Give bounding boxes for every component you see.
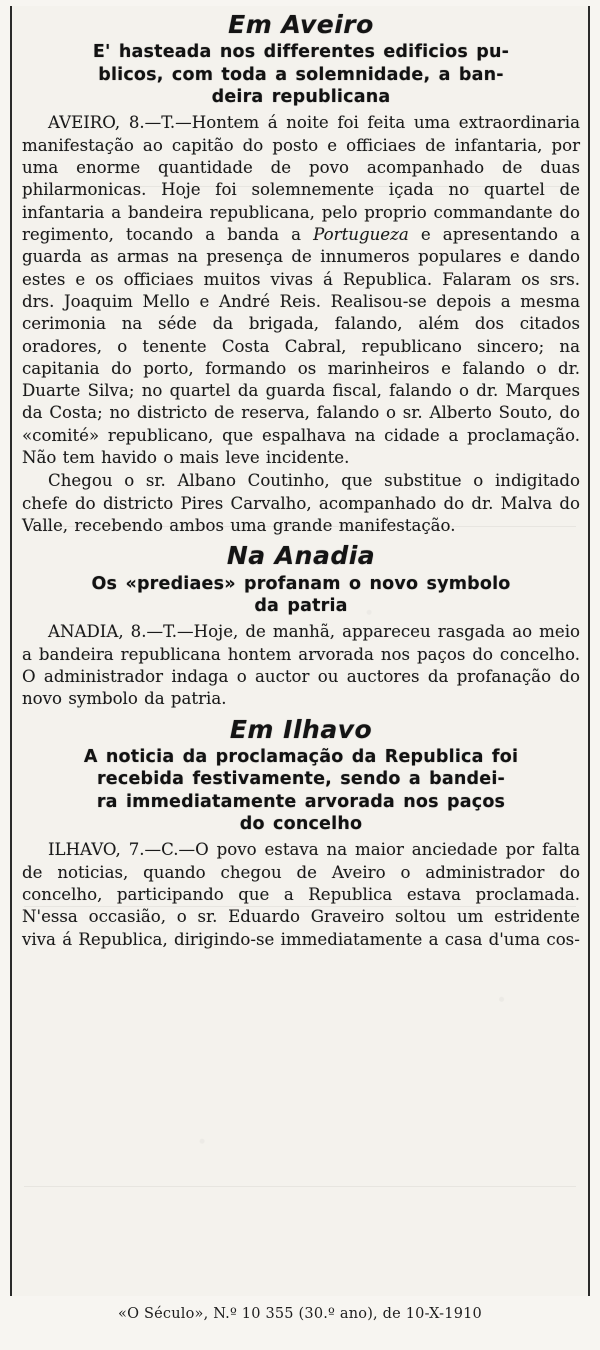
subhead-line: Os «prediaes» profanam o novo symbolo — [91, 573, 511, 594]
newspaper-clipping — [10, 6, 590, 1296]
paragraph: ANADIA, 8.—T.—Hoje, de manhã, appareceu rasgada ao meio a bandeira republicana hontem arvorada nos paços do concelho. O administrador indaga o auctor ou auctores da profanação do novo symbolo da patria. — [22, 622, 580, 709]
paragraph: Chegou o sr. Albano Coutinho, que substitue o indigitado chefe do districto Pires Carvalho, acompanhado do dr. Malva do Valle, recebendo ambos uma grande manifestação. — [22, 471, 580, 536]
section-subhead-aveiro — [22, 41, 580, 108]
subhead-line: da patria — [254, 596, 348, 616]
subhead-line: deira republicana — [211, 87, 391, 108]
subhead-line: ra immediatamente arvorada nos paços — [96, 791, 506, 812]
subhead-line: blicos, com toda a solemnidade, a ban- — [98, 64, 504, 85]
section-headline-aveiro: Em Aveiro — [228, 10, 374, 39]
subhead-line: recebida festivamente, sendo a bandei- — [96, 769, 506, 790]
subhead-line: A noticia da proclamação da Republica foi — [83, 746, 519, 767]
source-caption: «O Século», N.º 10 355 (30.º ano), de 10-X-1910 — [118, 1306, 482, 1322]
paragraph: AVEIRO, 8.—T.—Hontem á noite foi feita uma extraordinaria manifestação ao capitão do posto e officiaes de infantaria, por uma enorme quantidade de povo acompanhado de duas philarmonicas. Hoje foi solemnemente içada no quartel de infantaria a bandeira republicana, pelo proprio commandante do regimento, tocando a banda a Portugueza e apresentando a guarda as armas na presença de innumeros populares e dando estes e os officiaes muitos vivas á Republica. Falaram os srs. drs. Joaquim Mello e André Reis. Realisou-se depois a mesma cerimonia na séde da brigada, falando, além dos citados oradores, o tenente Costa Cabral, republicano sincero; na capitania do porto, formando os marinheiros e falando o dr. Duarte Silva; no quartel da guarda fiscal, falando o dr. Marques da Costa; no districto de reserva, falando o sr. Alberto Souto, do «comité» republicano, que espalhava na cidade a proclamação. Não tem havido o mais leve incidente. — [22, 113, 580, 468]
subhead-line: do concelho — [239, 814, 363, 835]
section-headline-anadia: Na Anadia — [226, 541, 376, 571]
subhead-line: E' hasteada nos differentes edificios pu- — [92, 42, 510, 63]
section-subhead-anadia — [22, 573, 580, 618]
paragraph: ILHAVO, 7.—C.—O povo estava na maior anciedade por falta de noticias, quando chegou de Aveiro o administrador do concelho, participando que a Republica estava proclamada. N'essa occasião, o sr. Eduardo Graveiro soltou um estridente viva á Republica, dirigindo-se immediatamente a casa d'uma cos- — [22, 840, 580, 949]
section-headline-ilhavo: Em Ilhavo — [229, 714, 373, 744]
section-subhead-ilhavo — [22, 746, 580, 836]
